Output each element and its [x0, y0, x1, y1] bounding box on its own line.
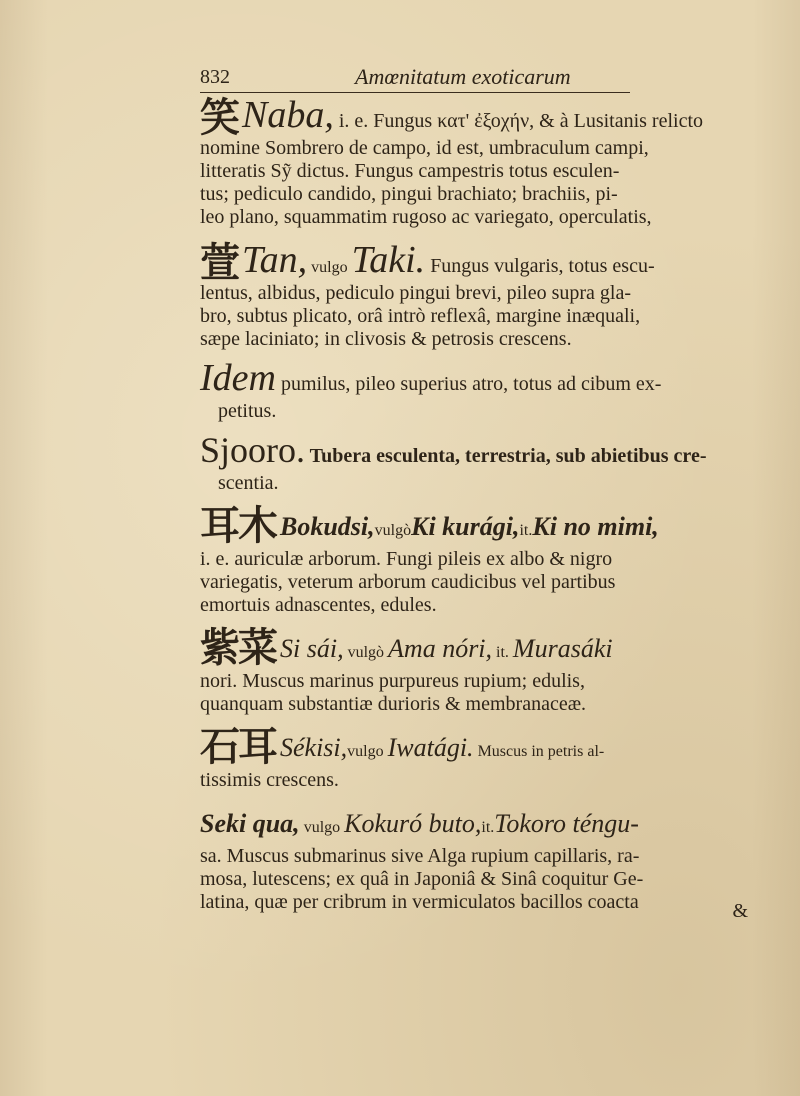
- vulgar-name: Ki kurági,: [411, 512, 520, 541]
- vulgo-label: vulgo: [307, 259, 352, 276]
- body-text: pumilus, pileo superius atro, totus ad cibum ex-: [275, 373, 662, 395]
- entry-head-line: [200, 357, 765, 400]
- vulgo-label: vulgò: [374, 522, 412, 539]
- entry-si-sai: [200, 627, 765, 716]
- kanji-glyph: 石耳: [200, 724, 276, 769]
- body-line: bro, subtus plicato, orâ intrò reflexâ, margine inæquali,: [200, 305, 641, 327]
- body-line: leo plano, squammatim rugoso ac variegato, operculatis,: [200, 206, 652, 228]
- alternate-name: Ki no mimi,: [532, 512, 659, 541]
- body-line: nori. Muscus marinus purpureus rupium; edulis,: [200, 670, 585, 692]
- running-title: Amœnitatum exoticarum: [355, 64, 571, 89]
- entry-head-line: [200, 726, 765, 769]
- entry-headword: Naba,: [242, 94, 334, 136]
- kanji-glyph: 紫菜: [200, 625, 276, 670]
- entry-seki-qua: [200, 802, 765, 914]
- entry-headword: Si sái,: [280, 634, 344, 663]
- body-line: sa. Muscus submarinus sive Alga rupium capillaris, ra-: [200, 845, 640, 867]
- entry-head-line: [200, 239, 765, 285]
- entry-headword: Tan,: [242, 239, 308, 281]
- entry-list: [200, 94, 765, 914]
- catchword: &: [732, 900, 748, 922]
- alternate-name: Tokoro téngu-: [494, 809, 639, 838]
- body-line: tus; pediculo candido, pingui brachiato; brachiis, pi-: [200, 183, 618, 205]
- body-line: variegatis, veterum arborum caudicibus vel partibus: [200, 571, 616, 593]
- body-line: emortuis adnascentes, edules.: [200, 594, 437, 616]
- body-line: lentus, albidus, pediculo pingui brevi, pileo supra gla-: [200, 282, 632, 304]
- body-text: Fungus vulgaris, totus escu-: [425, 255, 655, 277]
- entry-head-line: [200, 802, 765, 845]
- body-line: sæpe laciniato; in clivosis & petrosis crescens.: [200, 328, 572, 350]
- vulgar-name: Kokuró buto,: [344, 809, 482, 838]
- body-line: petitus.: [218, 400, 277, 422]
- body-line: tissimis crescens.: [200, 769, 339, 791]
- item-label: it.: [481, 819, 495, 836]
- body-line: latina, quæ per cribrum in vermiculatos bacillos coacta: [200, 891, 639, 913]
- entry-idem: [200, 357, 765, 423]
- entry-naba: [200, 94, 765, 229]
- entry-headword: Bokudsi,: [280, 512, 375, 541]
- body-text: i. e. Fungus κατ' ἐξοχήν, & à Lusitanis relicto: [333, 110, 704, 132]
- vulgar-name: Taki.: [351, 239, 426, 281]
- item-label: it.: [492, 644, 513, 661]
- item-label: it.: [519, 522, 533, 539]
- entry-headword: Sjooro.: [200, 430, 306, 470]
- entry-head-line: [200, 627, 765, 670]
- body-line: litteratis Sỹ dictus. Fungus campestris totus esculen-: [200, 160, 620, 182]
- entry-head-line: [200, 505, 765, 548]
- entry-sjooro: [200, 429, 765, 495]
- vulgo-label: vulgo: [299, 819, 345, 836]
- entry-tan: [200, 239, 765, 351]
- running-header: [200, 64, 630, 93]
- body-line: i. e. auriculæ arborum. Fungi pileis ex albo & nigro: [200, 548, 613, 570]
- kanji-glyph: 笑: [200, 95, 238, 140]
- vulgar-name: Ama nóri,: [388, 634, 493, 663]
- body-line: scentia.: [218, 472, 279, 494]
- alternate-name: Murasáki: [512, 634, 613, 663]
- body-line: mosa, lutescens; ex quâ in Japoniâ & Sinâ coquitur Ge-: [200, 868, 644, 890]
- body-line: nomine Sombrero de campo, id est, umbraculum campi,: [200, 137, 649, 159]
- entry-headword: Idem: [200, 357, 276, 399]
- entry-headword: Sékisi,: [280, 733, 348, 762]
- kanji-glyph: 耳木: [200, 503, 276, 548]
- entry-sekisi: [200, 726, 765, 792]
- vulgar-name: Iwatági.: [387, 733, 474, 762]
- page-number: 832: [200, 66, 230, 88]
- body-text: Tubera esculenta, terrestria, sub abietibus cre-: [305, 445, 707, 467]
- entry-bokudsi: [200, 505, 765, 617]
- body-line: quanquam substantiæ durioris & membranaceæ.: [200, 693, 587, 715]
- body-text: Muscus in petris al-: [473, 743, 605, 760]
- vulgo-label: vulgo: [347, 743, 388, 760]
- entry-head-line: [200, 94, 765, 140]
- entry-headword: Seki qua,: [200, 809, 300, 838]
- entry-head-line: [200, 429, 765, 472]
- vulgo-label: vulgò: [343, 644, 389, 661]
- kanji-glyph: 萱: [200, 240, 238, 285]
